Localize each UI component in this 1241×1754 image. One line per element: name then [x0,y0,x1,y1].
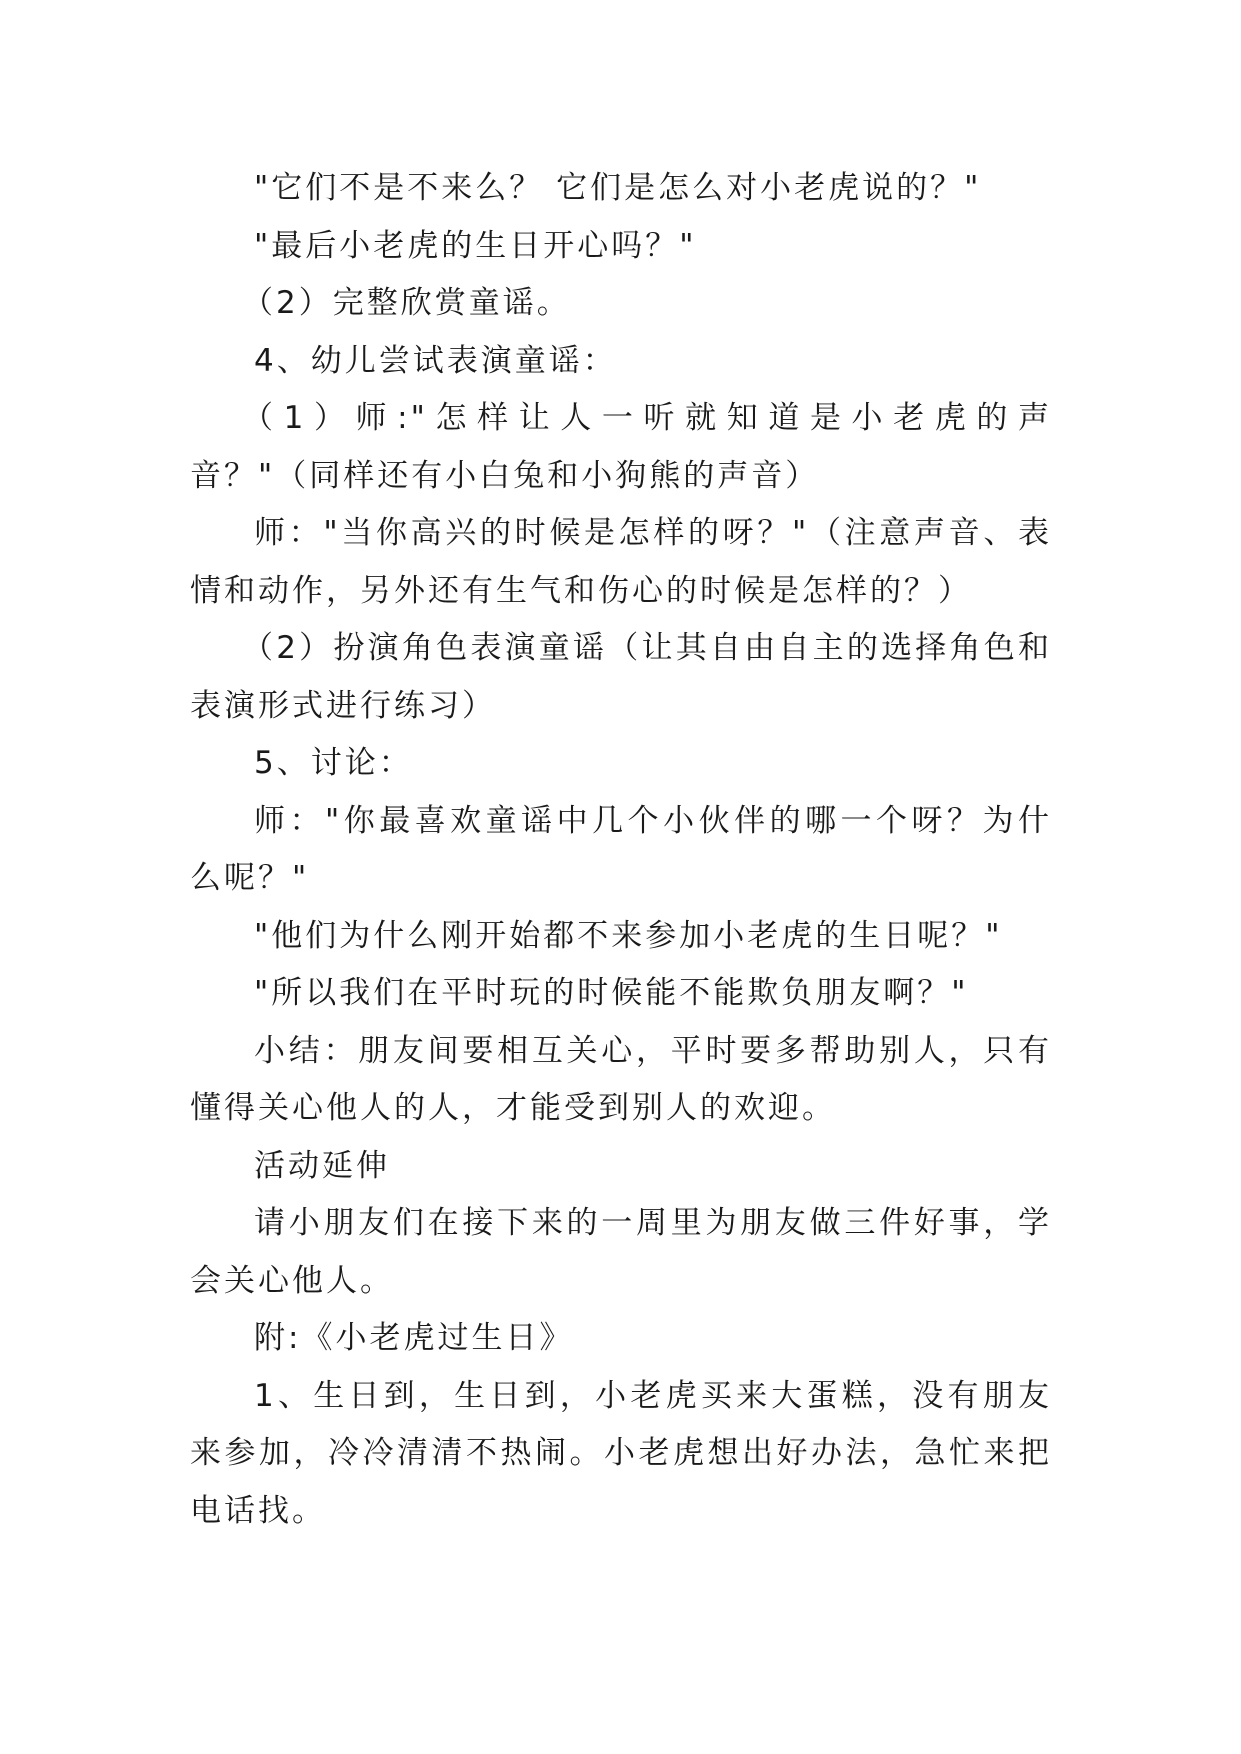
paragraph-extension-heading: 活动延伸 [254,1147,390,1184]
paragraph-step-2-roleplay: （2）扮演角色表演童谣（让其自由自主的选择角色和表演形式进行练习） [190,630,1052,724]
paragraph-section-4-heading: 4、幼儿尝试表演童谣： [254,342,617,379]
paragraph-question-why: "他们为什么刚开始都不来参加小老虎的生日呢？" [254,917,1003,954]
paragraph-section-5-heading: 5、讨论： [254,745,413,781]
paragraph-step-2-appreciate: （2）完整欣赏童谣。 [242,285,571,321]
paragraph-rhyme-verse-1: 1、生日到，生日到，小老虎买来大蛋糕，没有朋友来参加，冷冷清清不热闹。小老虎想出好办法，急忙来把电话找。 [190,1377,1052,1529]
paragraph-question-friends: "它们不是不来么？ 它们是怎么对小老虎说的？" [254,170,982,206]
paragraph-step-1-voice: （1）师:"怎样让人一听就知道是小老虎的声音？"（同样还有小白兔和小狗熊的声音） [190,400,1052,494]
paragraph-summary: 小结：朋友间要相互关心，平时要多帮助别人，只有懂得关心他人的人，才能受到别人的欢迎。 [190,1032,1052,1126]
paragraph-question-bully: "所以我们在平时玩的时候能不能欺负朋友啊？" [254,975,969,1011]
paragraph-teacher-happy: 师："当你高兴的时候是怎样的呀？"（注意声音、表情和动作，另外还有生气和伤心的时候是怎样的？） [190,515,1052,609]
paragraph-extension-task: 请小朋友们在接下来的一周里为朋友做三件好事，学会关心他人。 [190,1205,1052,1299]
paragraph-teacher-favorite: 师："你最喜欢童谣中几个小伙伴的哪一个呀？为什么呢？" [190,802,1052,896]
document-body [190,160,1052,1540]
paragraph-appendix-title: 附:《小老虎过生日》 [254,1320,574,1356]
paragraph-question-happy: "最后小老虎的生日开心吗？" [254,227,697,264]
